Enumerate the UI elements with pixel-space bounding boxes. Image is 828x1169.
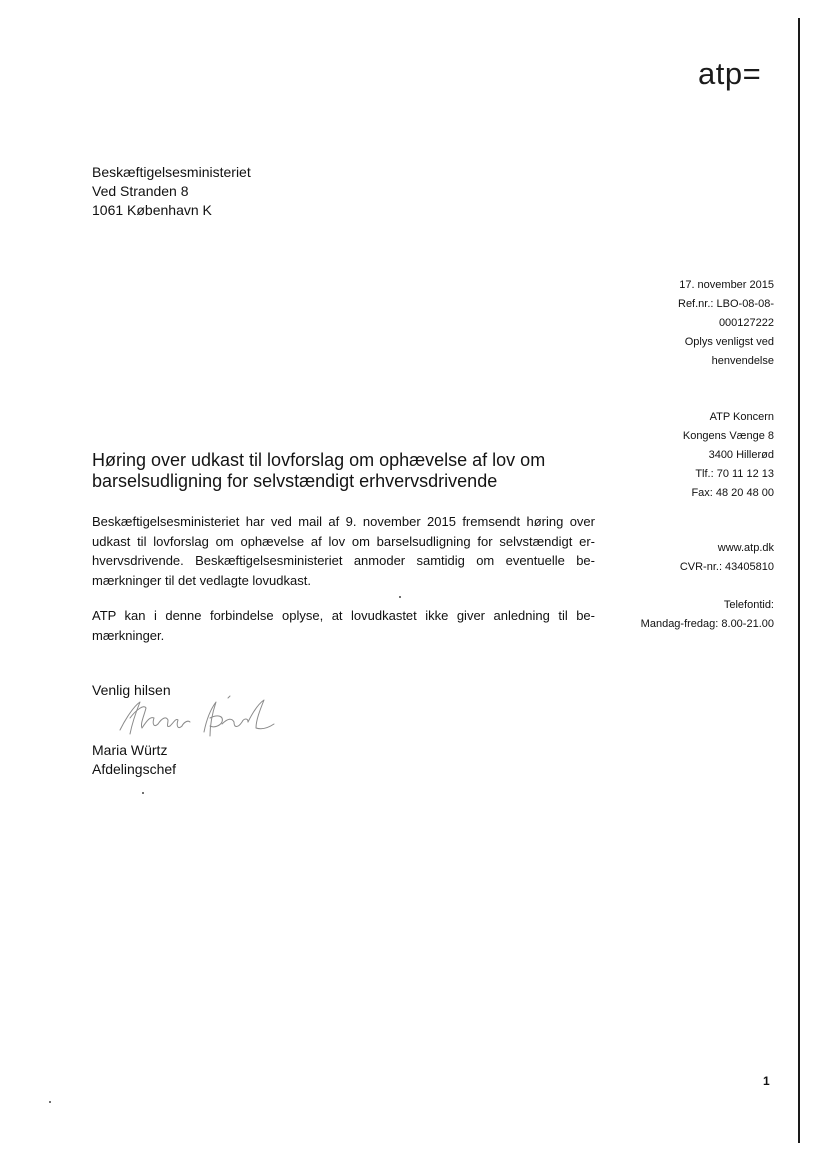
letter-meta: [574, 276, 774, 371]
subject-line: Høring over udkast til lovforslag om ophævelse af lov om: [92, 450, 546, 470]
phone-hours-label: Telefontid:: [723, 599, 774, 611]
sender-cvr: CVR-nr.: 43405810: [679, 561, 774, 573]
signer-name: Maria Würtz: [92, 742, 168, 758]
scan-speck: [142, 792, 144, 794]
recipient-line: Beskæftigelsesministeriet: [92, 164, 251, 180]
phone-hours-value: Mandag-fredag: 8.00-21.00: [640, 618, 774, 630]
reference-note: Oplys venligst ved: [684, 336, 774, 348]
sender-phone: Tlf.: 70 11 12 13: [695, 468, 774, 480]
sender-phone-hours: [574, 596, 774, 634]
signer-title: Afdelingschef: [92, 761, 177, 777]
scan-speck: [399, 596, 401, 598]
scan-speck: [49, 1101, 51, 1103]
sender-fax: Fax: 48 20 48 00: [691, 487, 774, 499]
sender-name: ATP Koncern: [709, 411, 774, 423]
signer-block: [92, 741, 176, 779]
recipient-address: [92, 163, 251, 220]
sender-street: Kongens Vænge 8: [682, 430, 774, 442]
sender-web-info: [574, 539, 774, 577]
body-paragraph-1: Beskæftigelsesministeriet har ved mail af 9. november 2015 fremsendt høring over udkast til lovforslag om ophævelse af lov om barselsudligning for selvstændigt er-hvervsdrivende. Beskæftigelsesministeriet anmoder samtidig om eventuelle be-mærkninger til det vedlagte lovudkast.: [92, 514, 595, 588]
handwritten-signature: [106, 688, 286, 748]
reference-note-cont: henvendelse: [711, 355, 774, 367]
atp-logo: atp=: [698, 56, 762, 91]
page-number: 1: [763, 1074, 770, 1088]
reference-number: Ref.nr.: LBO-08-08-: [678, 298, 774, 310]
scan-edge-line: [798, 18, 800, 1143]
recipient-line: Ved Stranden 8: [92, 183, 189, 199]
reference-number-cont: 000127222: [718, 317, 774, 329]
body-paragraph-2: ATP kan i denne forbindelse oplyse, at lovudkastet ikke giver anledning til be-mærkninger.: [92, 608, 595, 643]
closing-greeting: Venlig hilsen: [92, 682, 171, 698]
recipient-line: 1061 København K: [92, 202, 212, 218]
letter-date: 17. november 2015: [679, 279, 774, 291]
subject-line: barselsudligning for selvstændigt erhvervsdrivende: [92, 471, 498, 491]
sender-city: 3400 Hillerød: [708, 449, 774, 461]
letter-subject: [92, 450, 612, 492]
sender-website: www.atp.dk: [717, 542, 774, 554]
